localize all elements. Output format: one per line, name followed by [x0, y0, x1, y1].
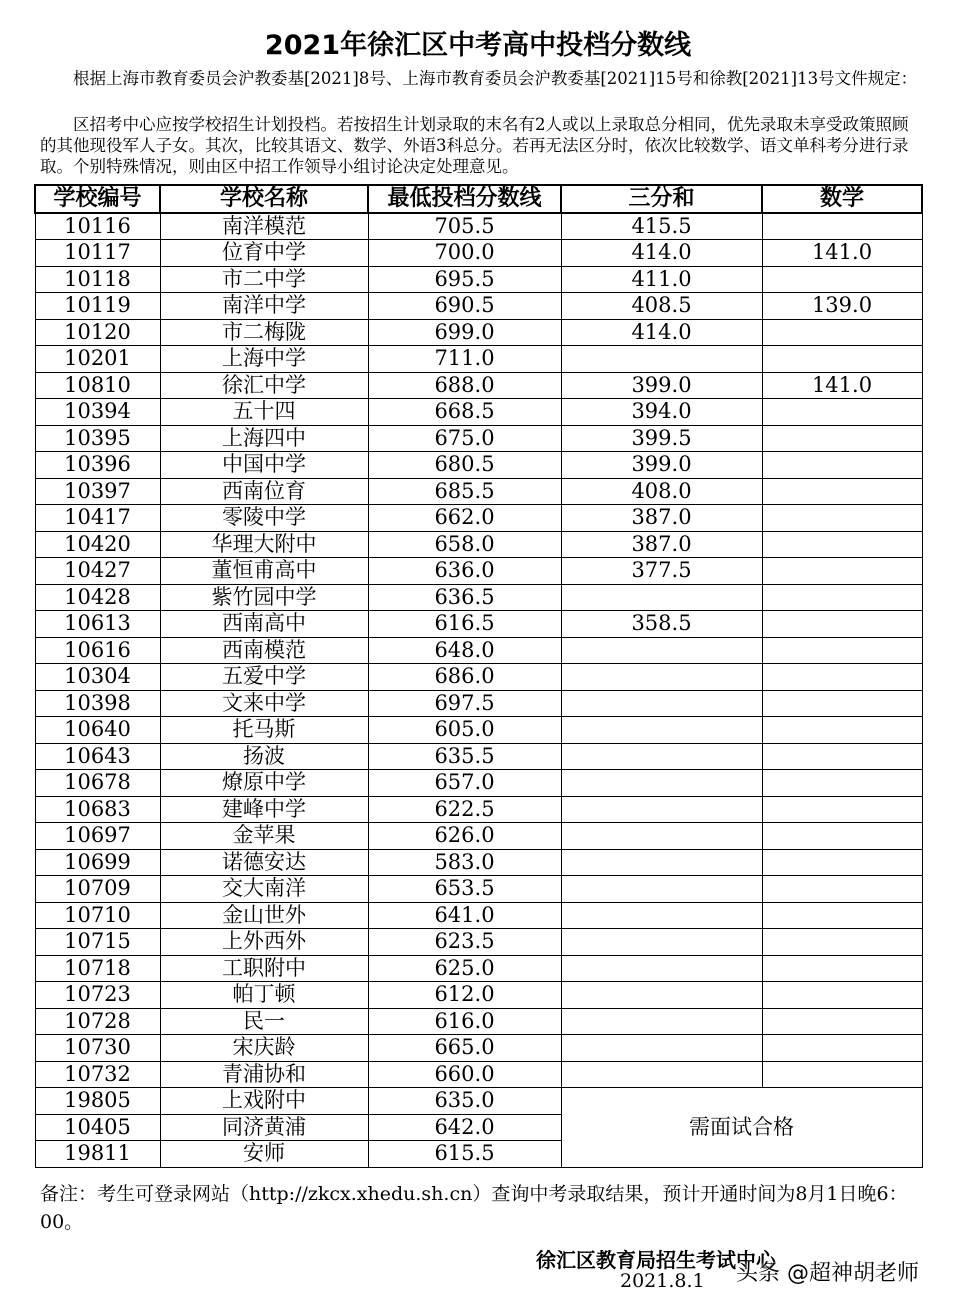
table-row	[35, 452, 922, 479]
table-row	[35, 611, 922, 638]
cell-school-code: 10732	[35, 1061, 160, 1088]
cell-school-name: 南洋中学	[160, 293, 368, 320]
cell-three-subject-sum: 358.5	[561, 611, 762, 638]
cell-school-name: 上外西外	[160, 929, 368, 956]
cell-school-code: 10723	[35, 982, 160, 1009]
cell-school-name: 文来中学	[160, 690, 368, 717]
cell-school-name: 徐汇中学	[160, 372, 368, 399]
cell-three-subject-sum	[561, 796, 762, 823]
cell-school-name: 华理大附中	[160, 531, 368, 558]
cell-min-score: 635.0	[368, 1088, 561, 1115]
cell-school-name: 零陵中学	[160, 505, 368, 532]
cell-school-code: 10396	[35, 452, 160, 479]
cell-school-name: 金山世外	[160, 902, 368, 929]
cell-school-name: 南洋模范	[160, 213, 368, 240]
cell-math: 139.0	[762, 293, 922, 320]
watermark: 头条 @超神胡老师	[736, 1261, 919, 1286]
table-row	[35, 1035, 922, 1062]
cell-three-subject-sum: 387.0	[561, 531, 762, 558]
cell-school-code: 10678	[35, 770, 160, 797]
table-row	[35, 929, 922, 956]
table-row	[35, 690, 922, 717]
cell-school-code: 10728	[35, 1008, 160, 1035]
cell-math	[762, 346, 922, 373]
table-row	[35, 266, 922, 293]
table-row	[35, 558, 922, 585]
table-header-row	[35, 185, 922, 213]
cell-three-subject-sum	[561, 955, 762, 982]
cell-min-score: 648.0	[368, 637, 561, 664]
cell-school-code: 10427	[35, 558, 160, 585]
cell-math	[762, 770, 922, 797]
cell-three-subject-sum	[561, 902, 762, 929]
rules-paragraph: 区招考中心应按学校招生计划投档。若按招生计划录取的末名有2人或以上录取总分相同，优先录取未享受政策照顾的其他现役军人子女。其次，比较其语文、数学、外语3科总分。若再无法区分时，依次比较数学、语文单科考分进行录取。个别特殊情况，则由区中招工作领导小组讨论决定处理意见。	[40, 115, 909, 176]
header-three-subject-sum: 三分和	[561, 185, 762, 213]
cell-min-score: 695.5	[368, 266, 561, 293]
cell-math: 141.0	[762, 240, 922, 267]
cell-school-name: 中国中学	[160, 452, 368, 479]
table-row	[35, 1088, 922, 1115]
cell-math	[762, 319, 922, 346]
table-row	[35, 849, 922, 876]
cell-min-score: 686.0	[368, 664, 561, 691]
cell-school-code: 10119	[35, 293, 160, 320]
cell-school-code: 10810	[35, 372, 160, 399]
cell-school-name: 安师	[160, 1141, 368, 1168]
header-school-code: 学校编号	[35, 185, 160, 213]
cell-three-subject-sum	[561, 717, 762, 744]
header-math: 数学	[762, 185, 922, 213]
cell-three-subject-sum: 415.5	[561, 213, 762, 240]
table-row	[35, 505, 922, 532]
table-row	[35, 743, 922, 770]
cell-math	[762, 478, 922, 505]
cell-three-subject-sum: 377.5	[561, 558, 762, 585]
cell-three-subject-sum	[561, 690, 762, 717]
cell-min-score: 622.5	[368, 796, 561, 823]
cell-min-score: 657.0	[368, 770, 561, 797]
cell-three-subject-sum: 411.0	[561, 266, 762, 293]
table-row	[35, 293, 922, 320]
cell-math	[762, 452, 922, 479]
cell-math: 141.0	[762, 372, 922, 399]
table-row	[35, 982, 922, 1009]
cell-school-code: 10715	[35, 929, 160, 956]
cell-min-score: 700.0	[368, 240, 561, 267]
cell-min-score: 697.5	[368, 690, 561, 717]
cell-three-subject-sum	[561, 584, 762, 611]
cell-three-subject-sum	[561, 770, 762, 797]
cell-school-code: 10405	[35, 1114, 160, 1141]
cell-math	[762, 505, 922, 532]
signature-org: 徐汇区教育局招生考试中心	[536, 1248, 776, 1272]
cell-three-subject-sum: 408.5	[561, 293, 762, 320]
cell-school-name: 诺德安达	[160, 849, 368, 876]
footnote: 备注：考生可登录网站（http://zkcx.xhedu.sh.cn）查询中考录取结果，预计开通时间为8月1日晚6：00。	[40, 1183, 908, 1233]
cell-three-subject-sum	[561, 346, 762, 373]
cell-school-code: 10613	[35, 611, 160, 638]
table-row	[35, 876, 922, 903]
cell-school-name: 市二中学	[160, 266, 368, 293]
cell-math	[762, 1061, 922, 1088]
cell-school-code: 10395	[35, 425, 160, 452]
cell-min-score: 583.0	[368, 849, 561, 876]
table-body	[35, 213, 922, 1168]
cell-three-subject-sum: 387.0	[561, 505, 762, 532]
cell-school-name: 董恒甫高中	[160, 558, 368, 585]
cell-min-score: 636.0	[368, 558, 561, 585]
cell-math	[762, 929, 922, 956]
cell-school-name: 燎原中学	[160, 770, 368, 797]
cell-school-name: 上戏附中	[160, 1088, 368, 1115]
cell-three-subject-sum: 394.0	[561, 399, 762, 426]
cell-school-code: 10398	[35, 690, 160, 717]
table-row	[35, 955, 922, 982]
cell-school-name: 西南高中	[160, 611, 368, 638]
cell-math	[762, 531, 922, 558]
cell-school-code: 10420	[35, 531, 160, 558]
cell-school-code: 10640	[35, 717, 160, 744]
table-row	[35, 902, 922, 929]
cell-three-subject-sum	[561, 1008, 762, 1035]
cell-three-subject-sum: 399.0	[561, 372, 762, 399]
cell-math	[762, 1008, 922, 1035]
cell-math	[762, 796, 922, 823]
cell-school-name: 宋庆龄	[160, 1035, 368, 1062]
cell-school-code: 10710	[35, 902, 160, 929]
cell-three-subject-sum	[561, 876, 762, 903]
cell-math	[762, 213, 922, 240]
cell-math	[762, 637, 922, 664]
cell-min-score: 625.0	[368, 955, 561, 982]
table-row	[35, 770, 922, 797]
cell-three-subject-sum	[561, 1035, 762, 1062]
cell-three-subject-sum	[561, 929, 762, 956]
table-row	[35, 796, 922, 823]
cell-school-name: 上海四中	[160, 425, 368, 452]
cell-school-code: 10730	[35, 1035, 160, 1062]
cell-min-score: 690.5	[368, 293, 561, 320]
intro-paragraph: 根据上海市教育委员会沪教委基[2021]8号、上海市教育委员会沪教委基[2021]15号和徐教[2021]13号文件规定：	[73, 69, 918, 88]
cell-math	[762, 425, 922, 452]
cell-school-code: 10118	[35, 266, 160, 293]
cell-three-subject-sum: 408.0	[561, 478, 762, 505]
cell-math	[762, 664, 922, 691]
cell-school-name: 西南位育	[160, 478, 368, 505]
table-row	[35, 213, 922, 240]
cell-school-code: 19811	[35, 1141, 160, 1168]
table-row	[35, 531, 922, 558]
table-row	[35, 584, 922, 611]
cell-school-code: 10397	[35, 478, 160, 505]
cell-school-name: 帕丁顿	[160, 982, 368, 1009]
cell-three-subject-sum: 399.5	[561, 425, 762, 452]
cell-min-score: 612.0	[368, 982, 561, 1009]
cell-math	[762, 717, 922, 744]
cell-math	[762, 266, 922, 293]
cell-three-subject-sum: 399.0	[561, 452, 762, 479]
cell-school-code: 10718	[35, 955, 160, 982]
cell-school-code: 10394	[35, 399, 160, 426]
cell-school-code: 10428	[35, 584, 160, 611]
table-row	[35, 637, 922, 664]
cell-school-code: 10304	[35, 664, 160, 691]
cell-min-score: 642.0	[368, 1114, 561, 1141]
cell-math	[762, 849, 922, 876]
cell-min-score: 665.0	[368, 1035, 561, 1062]
cell-school-name: 五十四	[160, 399, 368, 426]
cell-three-subject-sum	[561, 743, 762, 770]
cell-school-code: 19805	[35, 1088, 160, 1115]
table-row	[35, 425, 922, 452]
cell-min-score: 641.0	[368, 902, 561, 929]
cell-three-subject-sum	[561, 664, 762, 691]
cell-min-score: 605.0	[368, 717, 561, 744]
cell-min-score: 623.5	[368, 929, 561, 956]
score-table	[34, 184, 923, 1168]
cell-math	[762, 399, 922, 426]
cell-school-name: 工职附中	[160, 955, 368, 982]
cell-school-name: 托马斯	[160, 717, 368, 744]
table-row	[35, 717, 922, 744]
cell-math	[762, 955, 922, 982]
cell-school-code: 10201	[35, 346, 160, 373]
cell-school-name: 上海中学	[160, 346, 368, 373]
cell-school-name: 位育中学	[160, 240, 368, 267]
table-row	[35, 319, 922, 346]
cell-three-subject-sum	[561, 823, 762, 850]
cell-min-score: 660.0	[368, 1061, 561, 1088]
cell-school-name: 青浦协和	[160, 1061, 368, 1088]
header-min-score: 最低投档分数线	[368, 185, 561, 213]
cell-school-name: 民一	[160, 1008, 368, 1035]
cell-school-code: 10120	[35, 319, 160, 346]
cell-school-code: 10616	[35, 637, 160, 664]
cell-three-subject-sum: 414.0	[561, 240, 762, 267]
cell-min-score: 668.5	[368, 399, 561, 426]
cell-school-name: 建峰中学	[160, 796, 368, 823]
cell-math	[762, 902, 922, 929]
cell-school-code: 10709	[35, 876, 160, 903]
table-row	[35, 478, 922, 505]
cell-min-score: 705.5	[368, 213, 561, 240]
table-row	[35, 399, 922, 426]
cell-school-name: 紫竹园中学	[160, 584, 368, 611]
cell-min-score: 635.5	[368, 743, 561, 770]
cell-min-score: 711.0	[368, 346, 561, 373]
page-title: 2021年徐汇区中考高中投档分数线	[264, 30, 692, 61]
cell-min-score: 615.5	[368, 1141, 561, 1168]
signature-date: 2021.8.1	[620, 1270, 705, 1292]
cell-math	[762, 876, 922, 903]
table-row	[35, 1061, 922, 1088]
cell-school-name: 五爱中学	[160, 664, 368, 691]
cell-min-score: 680.5	[368, 452, 561, 479]
cell-math	[762, 1035, 922, 1062]
table-row	[35, 240, 922, 267]
table-row	[35, 1008, 922, 1035]
interview-note-cell: 需面试合格	[561, 1088, 922, 1168]
cell-min-score: 653.5	[368, 876, 561, 903]
cell-school-code: 10697	[35, 823, 160, 850]
cell-min-score: 675.0	[368, 425, 561, 452]
cell-math	[762, 558, 922, 585]
cell-math	[762, 982, 922, 1009]
cell-math	[762, 584, 922, 611]
cell-school-code: 10643	[35, 743, 160, 770]
cell-min-score: 636.5	[368, 584, 561, 611]
cell-school-name: 市二梅陇	[160, 319, 368, 346]
cell-school-code: 10417	[35, 505, 160, 532]
cell-school-name: 扬波	[160, 743, 368, 770]
table-row	[35, 346, 922, 373]
cell-min-score: 688.0	[368, 372, 561, 399]
cell-math	[762, 690, 922, 717]
cell-school-code: 10116	[35, 213, 160, 240]
table-row	[35, 664, 922, 691]
cell-school-code: 10699	[35, 849, 160, 876]
cell-math	[762, 823, 922, 850]
cell-three-subject-sum	[561, 1061, 762, 1088]
cell-school-code: 10117	[35, 240, 160, 267]
cell-three-subject-sum	[561, 982, 762, 1009]
cell-min-score: 662.0	[368, 505, 561, 532]
header-school-name: 学校名称	[160, 185, 368, 213]
cell-school-name: 西南模范	[160, 637, 368, 664]
cell-math	[762, 743, 922, 770]
cell-min-score: 658.0	[368, 531, 561, 558]
cell-min-score: 685.5	[368, 478, 561, 505]
cell-min-score: 616.0	[368, 1008, 561, 1035]
table-row	[35, 372, 922, 399]
cell-school-name: 交大南洋	[160, 876, 368, 903]
table-row	[35, 823, 922, 850]
cell-three-subject-sum	[561, 849, 762, 876]
cell-three-subject-sum: 414.0	[561, 319, 762, 346]
cell-school-code: 10683	[35, 796, 160, 823]
cell-min-score: 626.0	[368, 823, 561, 850]
cell-math	[762, 611, 922, 638]
cell-three-subject-sum	[561, 637, 762, 664]
cell-min-score: 616.5	[368, 611, 561, 638]
cell-school-name: 金苹果	[160, 823, 368, 850]
cell-min-score: 699.0	[368, 319, 561, 346]
cell-school-name: 同济黄浦	[160, 1114, 368, 1141]
